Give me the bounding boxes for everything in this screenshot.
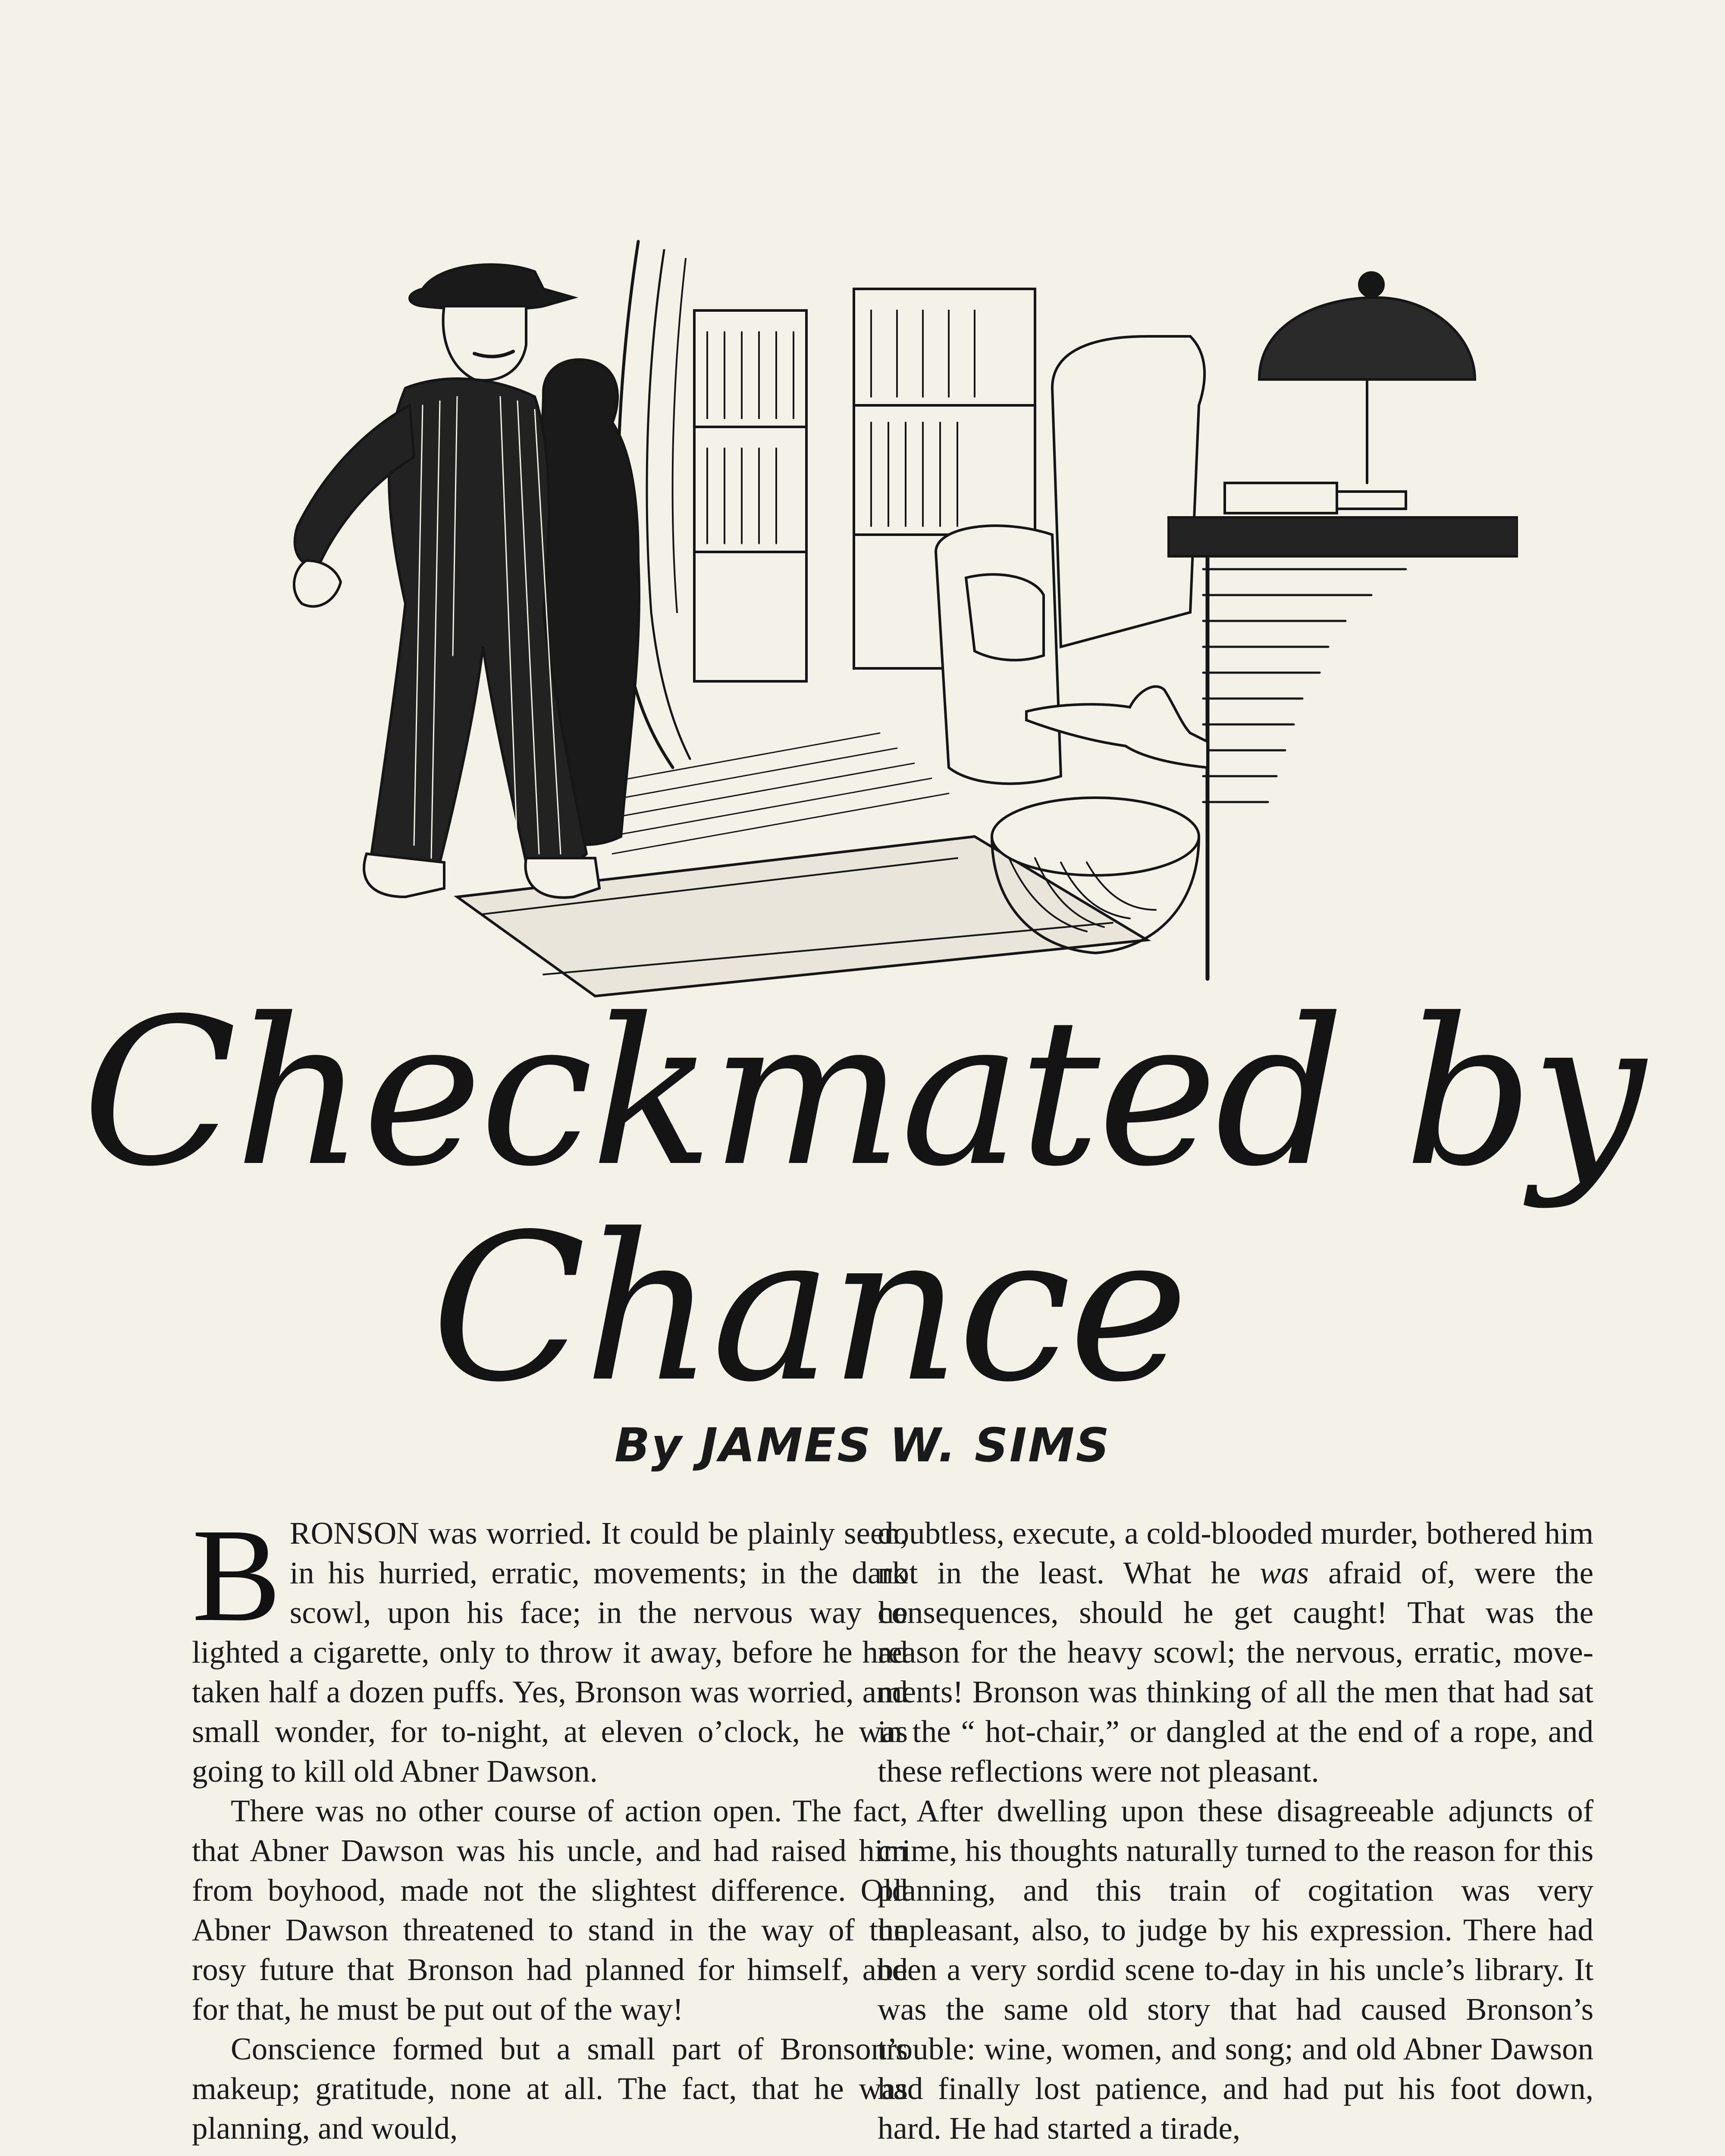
paragraph-5: After dwelling upon these disagreeable adjuncts of crime, his thoughts naturally turned to the reason for this planning, and this train of cogitation was very unpleasant, also, to judge by his expression. There had been a very sordid scene to-day in his uncle’s library. It was the same old story that had caused Bronson’s trouble: wine, women, and song; and old Abner Dawson had finally lost patience, and had put his foot down, hard. He had started a tirade, bbox=[878, 1793, 1593, 2146]
story-illustration bbox=[242, 224, 1518, 1022]
paragraph-2: There was no other course of action open. The fact, that Abner Dawson was his uncle, and had raised him from boyhood, made not the slightest difference. Old Abner Dawson threatened to stand in the way of the rosy future that Bronson had planned for himself, and for that, he must be put out of the way! bbox=[192, 1793, 908, 2027]
paragraph-4-emphasis: was bbox=[1260, 1555, 1309, 1590]
left-text-column bbox=[192, 1501, 908, 2148]
right-text-column bbox=[878, 1514, 1593, 2148]
paragraph-1-text: RONSON was worried. It could be plainly seen, in his hurried, erratic, movements; in the dark scowl, upon his face; in the nervous way he lighted a cigarette, only to throw it away, before he had taken half a dozen puffs. Yes, Bronson was worried, and small wonder, for to-night, at eleven o’clock, he was going to kill old Abner Dawson. bbox=[192, 1516, 908, 1789]
paragraph-4-text-a: doubtless, execute, a cold-blooded murder, bothered him not in the least. What he bbox=[878, 1516, 1593, 1590]
author-byline: By JAMES W. SIMS bbox=[614, 1419, 1111, 1473]
paragraph-3: Conscience formed but a small part of Bronson’s makeup; gratitude, none at all. The fact, that he was planning, and would, bbox=[192, 2031, 908, 2146]
drop-cap: B bbox=[192, 1501, 281, 1649]
paragraph-1 bbox=[192, 1501, 908, 1791]
paragraph-4 bbox=[878, 1514, 1593, 1791]
paragraph-4-text-b: afraid of, were the consequences, should he get caught! That was the reason for the heavy scowl; the nervous, erratic, move-ments! Bronson was thinking of all the men that had sat in the “ hot-chair,” or dangled at the end of a rope, and these reflections were not pleasant. bbox=[878, 1555, 1594, 1789]
story-title bbox=[0, 975, 1725, 1426]
title-line-1: Checkmated by bbox=[82, 975, 1643, 1211]
title-line-2: Chance bbox=[431, 1191, 1186, 1426]
